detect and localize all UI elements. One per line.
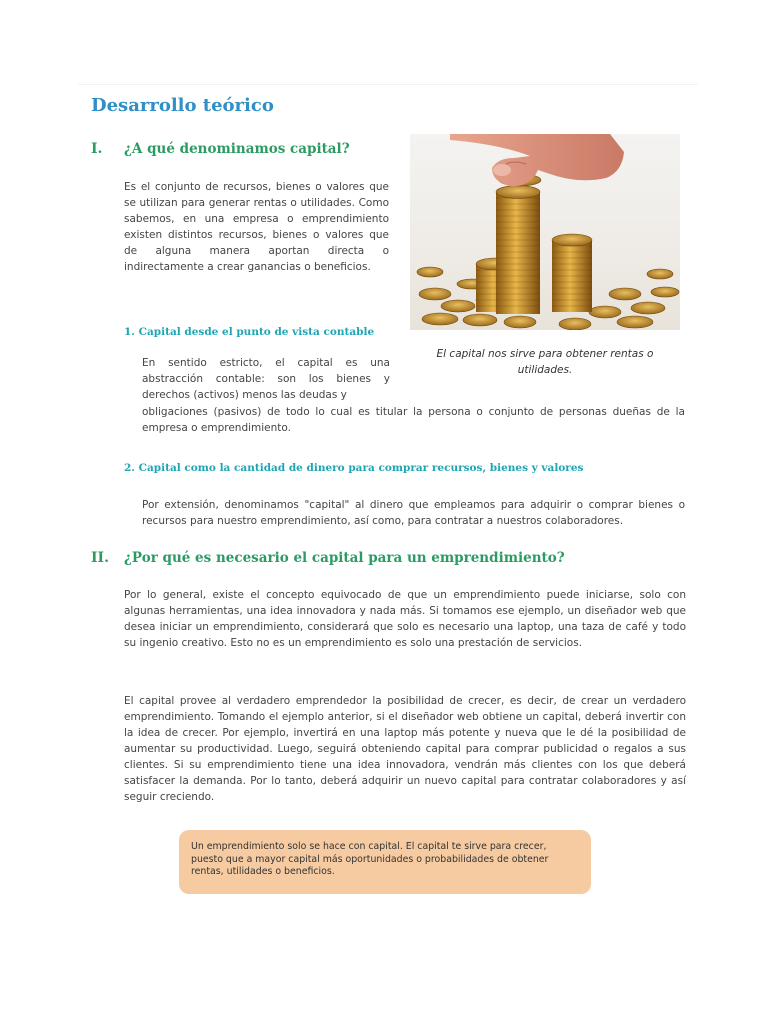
caption-line-1: El capital nos sirve para obtener rentas o (436, 348, 654, 360)
section-2-number: II. (91, 550, 109, 566)
section-1-title: ¿A qué denominamos capital? (124, 141, 350, 157)
caption-line-2: utilidades. (517, 364, 573, 376)
page-title: Desarrollo teórico (91, 95, 274, 116)
callout-text: Un emprendimiento solo se hace con capital. El capital te sirve para crecer, puesto que a mayor capital más oportunidades o probabilidades de obtener rentas, utilidades o beneficios. (191, 841, 549, 877)
subsection-1-paragraph-end: obligaciones (pasivos) de todo lo cual es titular la persona o conjunto de personas dueñas de la empresa o emprendimiento. (142, 406, 685, 434)
subsection-1-paragraph-start: En sentido estricto, el capital es una abstracción contable: son los bienes y derechos (activos) menos las deudas y (142, 357, 390, 401)
coin-stack-icon (410, 134, 680, 330)
callout-box (179, 830, 591, 894)
subsection-2-title: 2. Capital como la cantidad de dinero para comprar recursos, bienes y valores (124, 462, 584, 474)
coin-stack-photo (410, 134, 680, 330)
subsection-1-title: 1. Capital desde el punto de vista contable (124, 326, 375, 338)
subsection-2-paragraph: Por extensión, denominamos "capital" al dinero que empleamos para adquirir o comprar bienes o recursos para nuestro emprendimiento, así como, para contratar a nuestros colaboradores. (142, 499, 685, 527)
section-2-paragraph-2: El capital provee al verdadero emprendedor la posibilidad de crecer, es decir, de crear un verdadero emprendimiento. Tomando el ejemplo anterior, si el diseñador web obtiene un capital, deberá invertir con la idea de crecer. Por ejemplo, invertirá en una laptop más potente y nueva que le dé la posibilidad de aumentar su productividad. Luego, seguirá obteniendo capital para comprar publicidad o regalos a sus clientes. Si su emprendimiento tiene una idea innovadora, vendrán más clientes con los que deberá satisfacer la demanda. Por lo tanto, deberá adquirir un nuevo capital para contratar colaboradores y así seguir creciendo. (124, 695, 686, 803)
section-1-number: I. (91, 141, 103, 157)
image-caption (420, 346, 670, 378)
top-rule (78, 84, 698, 85)
section-2-title: ¿Por qué es necesario el capital para un emprendimiento? (124, 550, 565, 566)
section-2-paragraph-1: Por lo general, existe el concepto equivocado de que un emprendimiento puede iniciarse, solo con algunas herramientas, una idea innovadora y nada más. Si tomamos ese ejemplo, un diseñador web que desea iniciar un emprendimiento, considerará que solo es necesario una laptop, una taza de café y todo su ingenio creativo. Esto no es un emprendimiento es solo una prestación de servicios. (124, 589, 686, 649)
section-1-paragraph: Es el conjunto de recursos, bienes o valores que se utilizan para generar rentas o utilidades. Como sabemos, en una empresa o emprendimiento existen distintos recursos, bienes o valores que de alguna manera aportan directa o indirectamente a crear ganancias o beneficios. (124, 181, 389, 273)
